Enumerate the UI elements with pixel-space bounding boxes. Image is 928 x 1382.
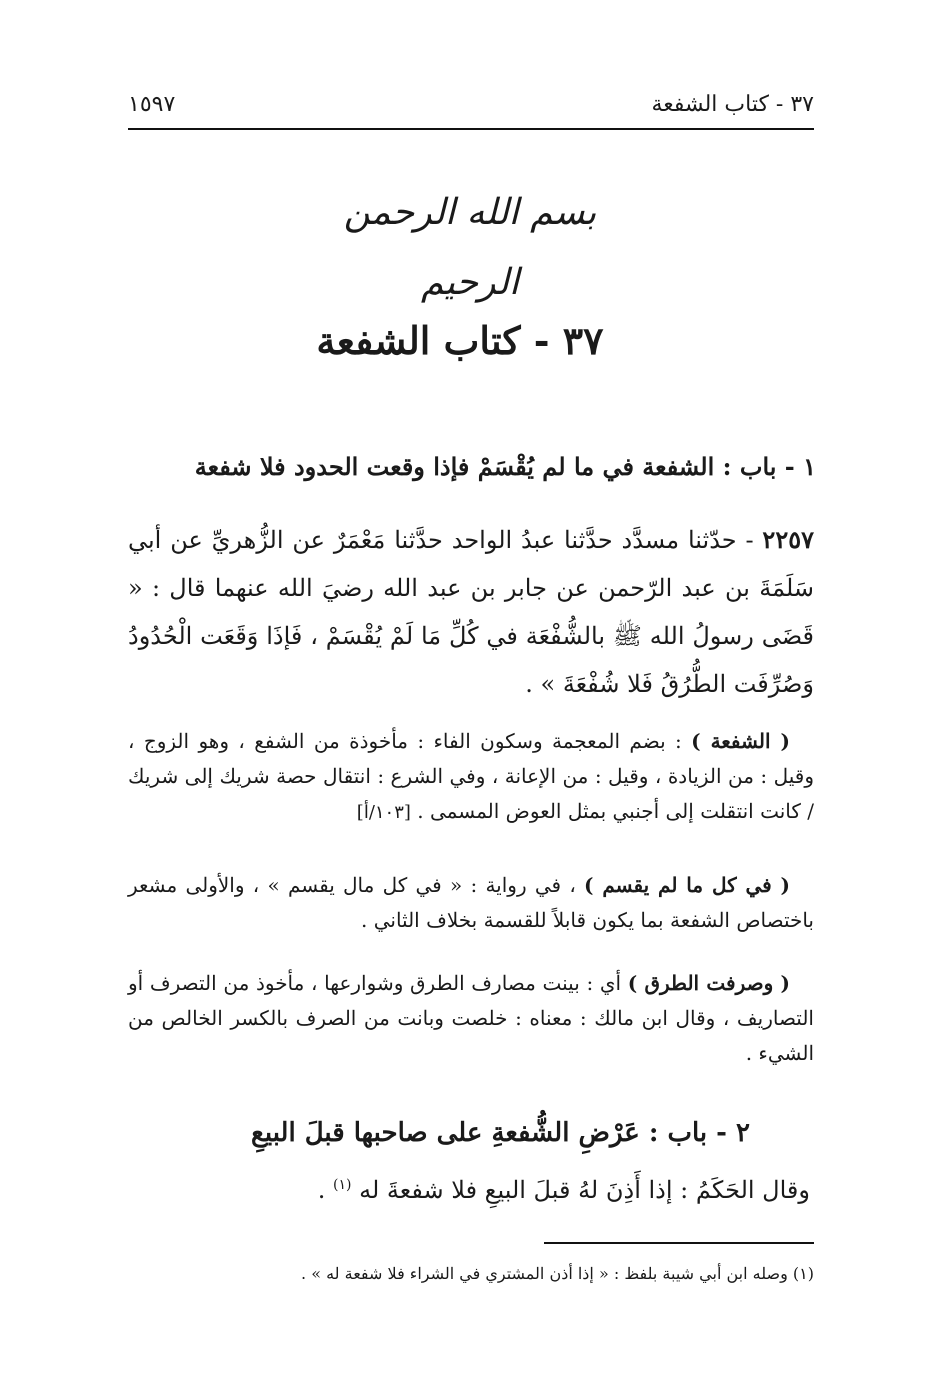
chapter-title: ٣٧ - كتاب الشفعة (316, 318, 604, 363)
commentary-text: : بضم المعجمة وسكون الفاء : مأخوذة من الشفع ، وهو الزوج ، وقيل : من الزيادة ، وقيل : من الإعانة ، وفي الشرع : انتقال حصة شريك إلى شريك / كانت انتقلت إلى أجنبي بمثل العوض المسمى . (128, 729, 814, 823)
page-number: ١٥٩٧ (128, 91, 176, 117)
bab-2-title: ٢ - باب : عَرْضِ الشُّفعةِ على صاحبها قبلَ البيعِ (251, 1118, 750, 1148)
commentary-surrifat (128, 966, 814, 1071)
commentary-shufa (128, 724, 814, 830)
hadith-number: ٢٢٥٧ (762, 525, 814, 554)
hadith-text: - حدّثنا مسدَّد حدَّثنا عبدُ الواحد حدَّثنا مَعْمَرٌ عن الزُّهريِّ عن أبي سَلَمَةَ بن عبد الرّحمن عن جابر بن عبد الله رضيَ الله عنهما قال : « قَضَى رسولُ الله ﷺ بالشُّفْعَة في كُلِّ مَا لَمْ يُقْسَمْ ، فَإذَا وَقَعَت الْحُدُودُ وَصُرِّفَت الطُّرُقُ فَلا شُفْعَةَ » . (128, 526, 814, 698)
hadith-2257 (128, 516, 814, 708)
footnote: (١) وصله ابن أبي شيبة بلفظ : « إذا أذن المشتري في الشراء فلا شفعة له » . (301, 1264, 814, 1283)
commentary-term: ( الشفعة ) (691, 729, 790, 753)
commentary-term: ( وصرفت الطرق ) (627, 971, 790, 995)
statement-text: وقال الحَكَمُ : إذا أَذِنَ لهُ قبلَ البيعِ فلا شفعةَ له (359, 1176, 810, 1204)
commentary-term: ( في كل ما لم يقسم ) (584, 873, 791, 897)
manuscript-folio-ref: [١٠٣/أ] (356, 802, 411, 823)
header-rule (128, 128, 814, 130)
footnote-marker: (١) (333, 1177, 352, 1193)
commentary-fi-kull (128, 868, 814, 938)
statement-end: . (317, 1176, 326, 1204)
footnote-rule (544, 1242, 814, 1244)
basmala-calligraphy: بسم الله الرحمن الرحيم (343, 192, 597, 303)
running-title: ٣٧ - كتاب الشفعة (651, 91, 814, 117)
commentary-text: أي : بينت مصارف الطرق وشوارعها ، مأخوذ من التصرف أو التصاريف ، وقال ابن مالك : معناه : خلصت وبانت من الصرف بالكسر الخالص من الشيء . (128, 971, 814, 1065)
page-header (128, 84, 814, 124)
hakam-statement (250, 1176, 810, 1204)
bab-1-title: ١ - باب : الشفعة في ما لم يُقْسَمْ فإذا وقعت الحدود فلا شفعة (194, 452, 816, 481)
commentary-text: ، في رواية : « في كل مال يقسم » ، والأولى مشعر باختصاص الشفعة بما يكون قابلاً للقسمة بخلاف الثاني . (128, 873, 814, 932)
